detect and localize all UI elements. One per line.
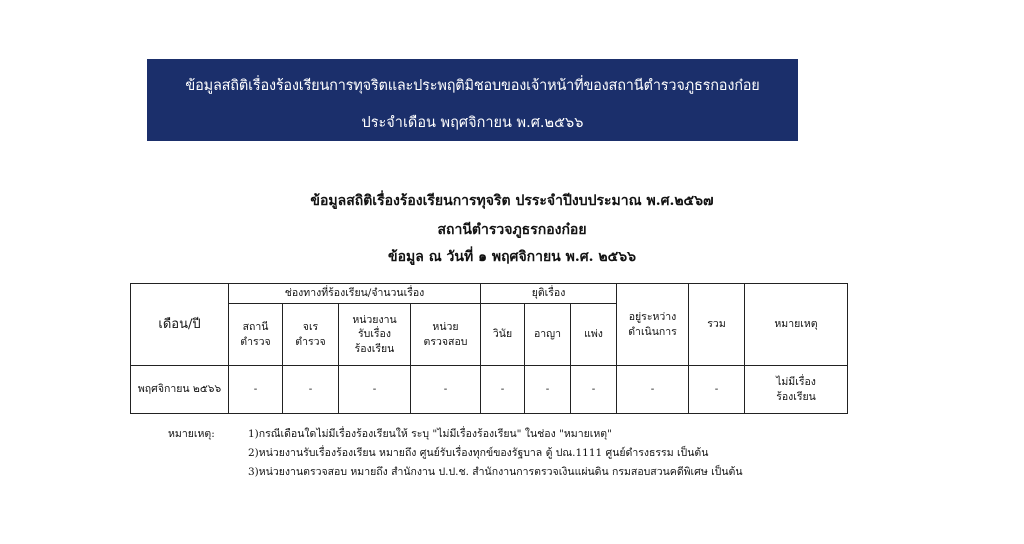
report-heading: ข้อมูลสถิติเรื่องร้องเรียนการทุจริต ปรระจำปีงบประมาณ พ.ศ.๒๕๖๗ (310, 193, 714, 209)
data-date: ข้อมูล ณ วันที่ ๑ พฤศจิกายน พ.ศ. ๒๕๖๖ (388, 249, 636, 265)
cell-value: - (571, 366, 617, 414)
header-channel-audit: หน่วย ตรวจสอบ (411, 304, 481, 366)
cell-remark: ไม่มีเรื่อง ร้องเรียน (745, 366, 848, 414)
cell-value: - (689, 366, 745, 414)
header-closed-group: ยุติเรื่อง (481, 284, 617, 304)
cell-value: - (229, 366, 283, 414)
cell-month: พฤศจิกายน ๒๕๖๖ (131, 366, 229, 414)
station-name: สถานีตำรวจภูธรกองก๋อย (437, 222, 587, 238)
header-remark: หมายเหตุ (745, 284, 848, 366)
header-channel-agency: หน่วยงาน รับเรื่อง ร้องเรียน (339, 304, 411, 366)
cell-value: - (411, 366, 481, 414)
cell-value: - (525, 366, 571, 414)
banner-subtitle: ประจำเดือน พฤศจิกายน พ.ศ.๒๕๖๖ (361, 115, 584, 131)
header-in-progress: อยู่ระหว่าง ดำเนินการ (617, 284, 689, 366)
cell-value: - (339, 366, 411, 414)
header-total: รวม (689, 284, 745, 366)
footnote-item: 2)หน่วยงานรับเรื่องร้องเรียน หมายถึง ศูนย์รับเรื่องทุกข์ของรัฐบาล ตู้ ปณ.1111 ศูนย์ดำรงธรรม เป็นต้น (248, 447, 709, 459)
header-channel-inspector: จเร ตำรวจ (283, 304, 339, 366)
header-channel-group: ช่องทางที่ร้องเรียน/จำนวนเรื่อง (229, 284, 481, 304)
footnote-item: 1)กรณีเดือนใดไม่มีเรื่องร้องเรียนให้ ระบุ "ไม่มีเรื่องร้องเรียน" ในช่อง "หมายเหตุ" (248, 428, 612, 440)
banner-title: ข้อมูลสถิติเรื่องร้องเรียนการทุจริตและประพฤติมิชอบของเจ้าหน้าที่ของสถานีตำรวจภูธรกองก๋อย (185, 78, 760, 94)
cell-value: - (283, 366, 339, 414)
header-channel-station: สถานี ตำรวจ (229, 304, 283, 366)
header-closed-criminal: อาญา (525, 304, 571, 366)
footnote-label: หมายเหตุ: (168, 428, 215, 440)
cell-value: - (617, 366, 689, 414)
header-closed-discipline: วินัย (481, 304, 525, 366)
cell-value: - (481, 366, 525, 414)
header-closed-civil: แพ่ง (571, 304, 617, 366)
footnote-item: 3)หน่วยงานตรวจสอบ หมายถึง สำนักงาน ป.ป.ช. สำนักงานการตรวจเงินแผ่นดิน กรมสอบสวนคดีพิเศษ เป็นต้น (248, 466, 743, 478)
title-banner (147, 59, 798, 141)
complaint-stats-table (130, 283, 848, 414)
table-row (131, 366, 848, 414)
header-month: เดือน/ปี (131, 284, 229, 366)
